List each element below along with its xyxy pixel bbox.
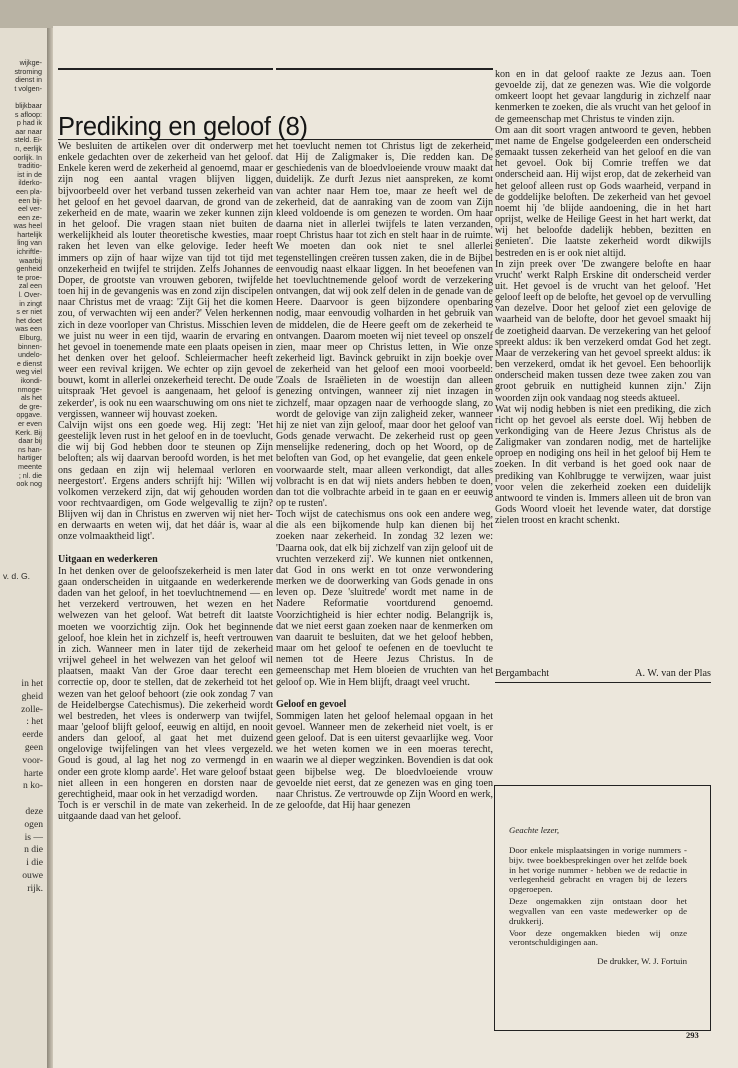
paragraph: het toevlucht nemen tot Christus ligt de zekerheid, dat Hij de Zaligmaker is, Die redden kan. De geschiedenis van de bloedvloeiende vrouw maakt dat duidelijk. Ze durft Jezus niet aanspreken, ze komt van achter naar Hem toe, maar ze heeft wel de zekerheid, dat de aanraking van de zoom van Zijn kleed voldoende is om genezen te worden. Om haar daarna niet in allerlei twijfels te laten verzanden, roept Christus haar tot zich en stelt haar in de ruimte. We moeten dan ook niet te snel allerlei tegenstellingen creëren tussen zaken, die in de Bijbel eenvoudig naast elkaar liggen. In het beoefenen van het toevluchtnemende geloof wordt de verzekering ontvangen, dat wij ook zelf delen in de genade van de Heere. Daarvoor is geen bijzondere openbaring nodig, maar eenvoudig volharden in het gebruik van de middelen, die de Heere geeft om de zekerheid te ontvangen. Daarom moeten wij niet teveel op onszelf zien, maar meer op Christus letten, in Wie onze zekerheid ligt. Bavinck gebruikt in zijn boekje over de zekerheid van het geloof een mooi voorbeeld: 'Zoals de Israëlieten in de woestijn dan alleen genezing ontvingen, wanneer zij niet inzagen in zichzelf, maar opzagen naar de verhoogde slang, zo wordt de gelovige van zijn zaligheid zeker, wanneer hij ze niet van zijn geloof, maar door het geloof van Gods genade verwacht. De zekerheid rust op geen menselijke redenering, doch op het Woord, op de beloften van God, op het evangelie, dat geen enkele voorwaarde stelt, maar alleen verkondigt, dat alles volbracht is en dat wij niets anders hebben te doen, dan tot die volbrachte arbeid in te gaan en er eeuwig op te rusten'.: [276, 141, 493, 509]
paragraph: Toch wijst de catechismus ons ook een andere weg, die als een bijkomende hulp kan dienen bij het zoeken naar zekerheid. In zondag 32 lezen we: 'Daarna ook, dat elk bij zichzelf van zijn geloof uit de vruchten verzekerd zij'. We kunnen niet ontkennen, dat God in ons werkt en tot onze verwondering merken we de doorwerking van Gods genade in ons leven op. Deze 'sluitrede' wordt met name in de Nadere Reformatie voortdurend genoemd. Voorzichtigheid is hier echter nodig. Belangrijk is, dat we niet eerst gaan zoeken naar de kenmerken om van daaruit te besluiten, dat we het geloof hebben, maar om het geloof te oefenen en de toevlucht te nemen tot de Heere Jezus Christus. In de gemeenschap met Hem bloeien de vruchten van het geloof op. Wie in Hem blijft, draagt veel vrucht.: [276, 509, 493, 688]
article-signoff: [495, 668, 711, 683]
paragraph: Wat wij nodig hebben is niet een prediking, die zich richt op het gevoel als eerste doel. Wij hebben de verkondiging van de Heere Jezus Christus als de Zaligmaker van zondaren nodig, met de hartelijke oproep en nodiging ons heil in het geloof bij Hem te zoeken. In dit verband is het goed ook naar de prediking van Kohlbrugge te verwijzen, waar juist voor velen die zekerheid zoeken een duidelijk antwoord te vinden is. Immers alleen uit de bron van Gods Woord vloeit het levende water, dat dorstige zielen troost en kracht schenkt.: [495, 403, 711, 527]
facing-page-fragment: [0, 28, 48, 1068]
page-number: 293: [686, 1030, 699, 1040]
signoff-author: A. W. van der Plas: [635, 668, 711, 679]
article-column-1: [58, 141, 273, 822]
signoff-place: Bergambacht: [495, 668, 550, 679]
notice-signature: De drukker, W. J. Fortuin: [597, 956, 687, 967]
notice-heading: Geachte lezer,: [509, 825, 560, 835]
paragraph: kon en in dat geloof raakte ze Jezus aan. Toen gevoelde zij, dat ze genezen was. Wie die volgorde omkeert loopt het gevaar langdurig in zichzelf naar kenmerken te zoeken, die als vrucht van het geloof in de gemeenschap met Christus te vinden zijn.: [495, 69, 711, 125]
notice-paragraph: Deze ongemakken zijn ontstaan door het wegvallen van een vaste medewerker op de drukkerij.: [509, 896, 687, 926]
notice-content: [509, 826, 687, 969]
paragraph: Calvijn wijst ons een goede weg. Hij zegt: 'Het geestelijk leven rust in het geloof en in de toevlucht, die wij bij God hebben door te steunen op Zijn beloften; als wij daarvan beroofd worden, is het met ons gedaan en zijn wij helemaal verloren en neergestort'. Ergens anders schrijft hij: 'Willen wij volkomen verzekerd zijn, dat wij gehouden worden voor rechtvaardigen, om Gode welgevallig te zijn? Blijven wij dan in Christus en zwerven wij niet her- en derwaarts en weten wij, dat het dáár is, waar al onze volmaaktheid ligt'.: [58, 419, 273, 543]
facing-page-signature: v. d. G.: [3, 571, 31, 581]
paragraph: In het denken over de geloofszekerheid is men later gaan onderscheiden in uitgaande en wederkerende daden van het geloof, in het toevluchtnemend — en het verzekerd vertrouwen, het wezen en het welwezen van het geloof. Wat betreft dit laatste moeten we voorzichtig zijn. Ook het beginnende geloof, hoe klein het in zichzelf is, heeft vertrouwen in zich. Wanneer men in later tijd de zekerheid vrijwel geheel in het welwezen van het geloof wil plaatsen, maakt Van der Groe daar terecht een correctie op, door te stellen, dat de zekerheid tot het wezen van het geloof behoort (zie ook zondag 7 van de Heidelbergse Catechismus). Die zekerheid wordt wel bestreden, het vlees is onderwerp van twijfel, maar 'geloof blijft geloof, eeuwig en altijd, en nooit anders dan geloof, al gaat het met duizend ongelovige twijfelingen van het vlees vergezeld. Goud is goud, al lag het nog zo vermengd in en onder een grote klomp aarde'. Het ware geloof bstaat niet alleen in een hongeren en dorsten naar de gerechtigheid, maar ook in het verzadigd worden.: [58, 565, 273, 800]
facing-page-text-bottom: in het gheid zolle- : het eerde geen voor- harte n ko- deze ogen is — n die i die ouwe rijk.: [21, 678, 43, 894]
section-heading: Uitgaan en wederkeren: [58, 553, 158, 565]
article-column-2: [276, 141, 493, 811]
notice-paragraph: Door enkele misplaatsingen in vorige nummers - bijv. twee boekbesprekingen over het zelfde boek in het vorige nummer - hebben we de redactie in verlegenheid gebracht en vragen bij de lezers opgeroepen.: [509, 844, 687, 895]
article-column-3: [495, 69, 711, 526]
paragraph: Om aan dit soort vragen antwoord te geven, hebben met name de Engelse godgeleerden een onderscheid gemaakt tussen zekerheid van het geloof en die van het gevoel. Ook bij Comrie treffen we dat onderscheid aan. Hij wijst erop, dat de zekerheid van het geloof alleen rust op Gods waarheid, verpand in de goddelijke beloften. De zekerheid van het gevoel noemt hij 'de blijde aandoening, die in het hart oprijst, welke de Heilige Geest in het hart werkt, dat wij het beloofde dadelijk hebben, bezitten en genieten'. Die laatste zekerheid wordt dikwijls bestreden en is er ook niet altijd.: [495, 124, 711, 259]
paragraph: Toch is er verschil in de mate van zekerheid. In de uitgaande daad van het geloof.: [58, 800, 273, 823]
paragraph: In zijn preek over 'De zwangere belofte en haar vrucht' werkt Ralph Erskine dit onderscheid verder uit. Het gevoel is de vrucht van het geloof. 'Het geloof leeft op de belofte, het gevoel op de vervulling van dezelve. Door het geloof ziet een gelovige de waarheid van de belofte, door het gevoel smaakt hij de zoetigheid daarvan. De verzekering van het geloof spreekt aldus: ik ben verzekerd omdat God het zegt. Maar de verzekering van het gevoel spreekt aldus: ik ben verzekerd, omdat ik het gevoel. Een behoorlijk onderscheid maken tussen deze twee zaken zou van groot gebruik en nuttigheid kunnen zijn.' Zijn woorden zijn ook vandaag nog steeds aktueel.: [495, 258, 711, 404]
paragraph: Sommigen laten het geloof helemaal opgaan in het gevoel. Wanneer men de zekerheid niet voelt, is er geen geloof. Dat is een uiterst gevaarlijke weg. Voor we het weten komen we in een moeras terecht, waarin we al dieper wegzinken. Bovendien is dat ook geen bijbelse weg. De bloedvloeiende vrouw gevoelde niet eerst, dat ze genezen was en ging toen naar Christus. Ze vertrouwde op Zijn Woord en werk, ze geloofde, dat Hij haar genezen: [276, 710, 493, 812]
top-rule-left: [58, 68, 273, 70]
facing-page-text-top: wijkge- stroming dienst in t volgen- blijkbaar s afloop: p had ik aar naar steld. Ei- n, eerlijk oorlijk. In traditio- ist in de ilderko- een pla- een bij- eel ver- een ze- was heel hartelijk ling van ichriftle- waarbij genheid te proe- zal een l. Over- in zingt s er niet het doet was een Elburg, binnen- undelo- e dienst weg viel ikondi- nmoge- als het de gre- opgave. er even Kerk. Bij daar bij ns han- hartiger meente ; nl. die ook nog: [13, 58, 42, 489]
notice-box: [494, 785, 711, 1031]
article-title: Prediking en geloof (8): [58, 113, 308, 141]
notice-paragraph: Voor deze ongemakken bieden wij onze verontschuldigingen aan.: [509, 927, 687, 948]
paragraph: We besluiten de artikelen over dit onderwerp met enkele gedachten over de zekerheid van het geloof. Enkele keren werd de zekerheid al genoemd, maar er zijn nog een aantal vragen blijven liggen, bijvoorbeeld over het verband tussen zekerheid van het geloof en het gevoel daarvan, de grond van de zekerheid en de mate, waarin we zeker kunnen zijn in het geloof. Die vragen staan niet buiten de werkelijkheid als louter theoretische kwesties, maar raken het leven van elke gelovige. Ieder heeft immers op zijn of haar wijze van tijd tot tijd met onzekerheid en twijfel te strijden. Zelfs Johannes de Doper, de grootste van vrouwen geboren, twijfelde toen hij in de gevangenis was en zond zijn discipelen naar Christus met de vraag: 'Zijt Gij het die komen zou, of verwachten wij een ander?' Velen herkennen zich in deze voorloper van Christus. Misschien leven we juist nu weer in een tijd, waarin de ervaring en het gevoel in toenemende mate een plaats opeisen in het denken over het geloof. Schleiermacher heeft weer een revival krijgen. We echter op zijn gevoel bouwt, komt in allerlei onzekerheid terecht. De oude uitspraak 'Het gevoel is aangenaam, het geloof is zekerder', is ook nu een waarschuwing om ons niet te vergissen, wanneer wij houvast zoeken.: [58, 141, 273, 420]
top-rule-mid: [276, 68, 493, 70]
section-heading: Geloof en gevoel: [276, 698, 347, 710]
